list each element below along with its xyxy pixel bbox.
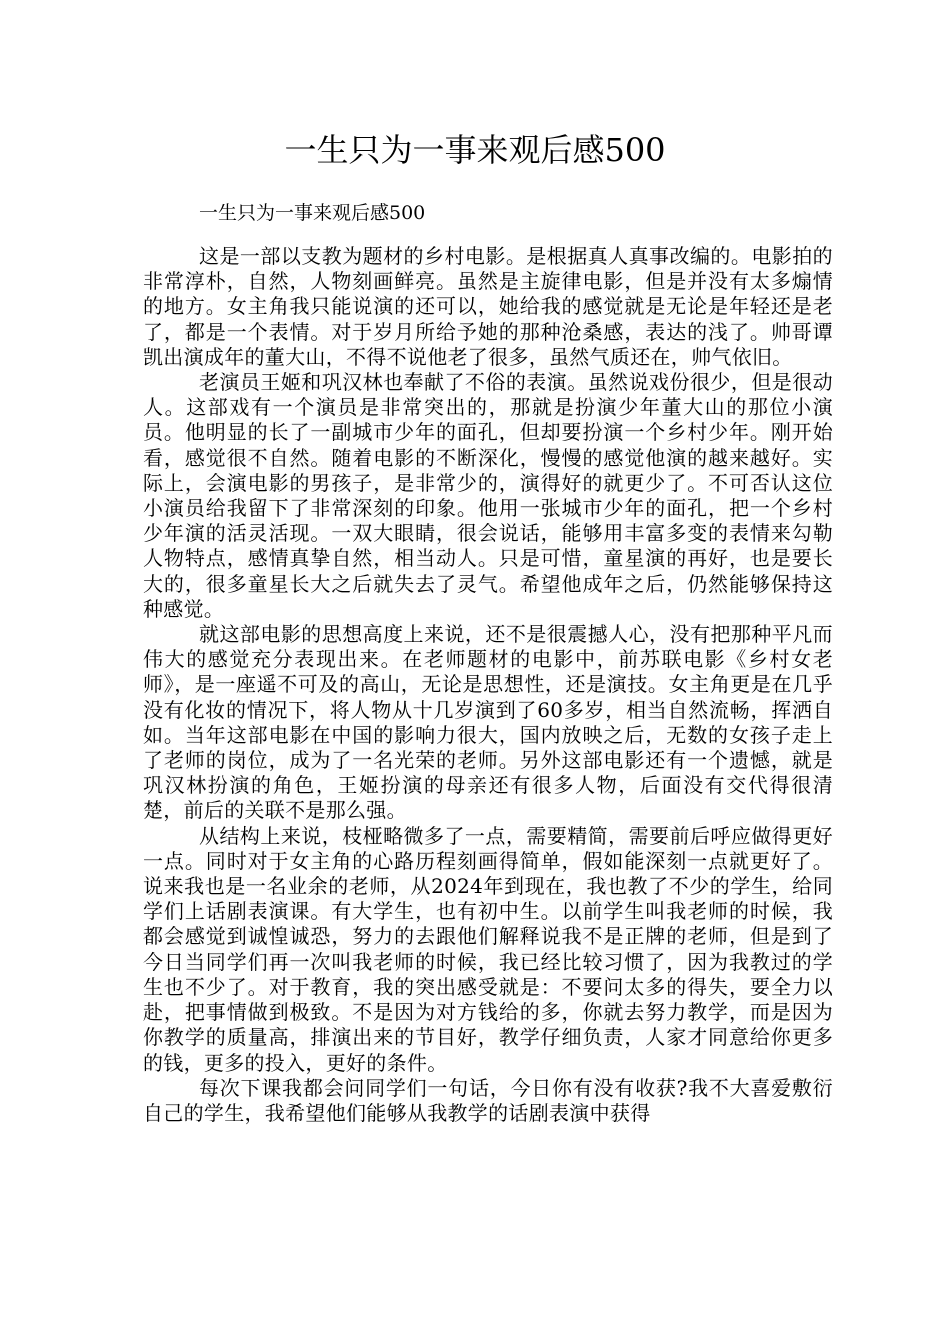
- document-title: 一生只为一事来观后感500: [284, 131, 666, 169]
- document-subtitle: 一生只为一事来观后感500: [199, 202, 426, 224]
- paragraph: 从结构上来说，枝桠略微多了一点，需要精简，需要前后呼应做得更好一点。同时对于女主角的心路历程刻画得简单，假如能深刻一点就更好了。说来我也是一名业余的老师，从2024年到现在，我也教了不少的学生，给同学们上话剧表演课。有大学生，也有初中生。以前学生叫我老师的时候，我都会感觉到诚惶诚恐，努力的去跟他们解释说我不是正牌的老师，但是到了今日当同学们再一次叫我老师的时候，我已经比较习惯了，因为我教过的学生也不少了。对于教育，我的突出感受就是：不要问太多的得失，要全力以赴，把事情做到极致。不是因为对方钱给的多，你就去努力教学，而是因为你教学的质量高，排演出来的节目好，教学仔细负责，人家才同意给你更多的钱，更多的投入，更好的条件。: [143, 823, 833, 1075]
- paragraph: 就这部电影的思想高度上来说，还不是很震撼人心，没有把那种平凡而伟大的感觉充分表现出来。在老师题材的电影中，前苏联电影《乡村女老师》，是一座遥不可及的高山，无论是思想性，还是演技。女主角更是在几乎没有化妆的情况下，将人物从十几岁演到了60多岁，相当自然流畅，挥洒自如。当年这部电影在中国的影响力很大，国内放映之后，无数的女孩子走上了老师的岗位，成为了一名光荣的老师。另外这部电影还有一个遗憾，就是巩汉林扮演的角色，王姬扮演的母亲还有很多人物，后面没有交代得很清楚，前后的关联不是那么强。: [143, 622, 833, 823]
- document-body: [143, 244, 833, 1126]
- paragraph: 这是一部以支教为题材的乡村电影。是根据真人真事改编的。电影拍的非常淳朴，自然，人物刻画鲜亮。虽然是主旋律电影，但是并没有太多煽情的地方。女主角我只能说演的还可以，她给我的感觉就是无论是年轻还是老了，都是一个表情。对于岁月所给予她的那种沧桑感，表达的浅了。帅哥谭凯出演成年的董大山，不得不说他老了很多，虽然气质还在，帅气依旧。: [143, 244, 833, 369]
- paragraph: 每次下课我都会问同学们一句话，今日你有没有收获?我不大喜爱敷衍自己的学生，我希望他们能够从我教学的话剧表演中获得: [143, 1075, 833, 1125]
- paragraph: 老演员王姬和巩汉林也奉献了不俗的表演。虽然说戏份很少，但是很动人。这部戏有一个演员是非常突出的，那就是扮演少年董大山的那位小演员。他明显的长了一副城市少年的面孔，但却要扮演一个乡村少年。刚开始看，感觉很不自然。随着电影的不断深化，慢慢的感觉他演的越来越好。实际上，会演电影的男孩子，是非常少的，演得好的就更少了。不可否认这位小演员给我留下了非常深刻的印象。他用一张城市少年的面孔，把一个乡村少年演的活灵活现。一双大眼睛，很会说话，能够用丰富多变的表情来勾勒人物特点，感情真挚自然，相当动人。只是可惜，童星演的再好，也是要长大的，很多童星长大之后就失去了灵气。希望他成年之后，仍然能够保持这种感觉。: [143, 370, 833, 621]
